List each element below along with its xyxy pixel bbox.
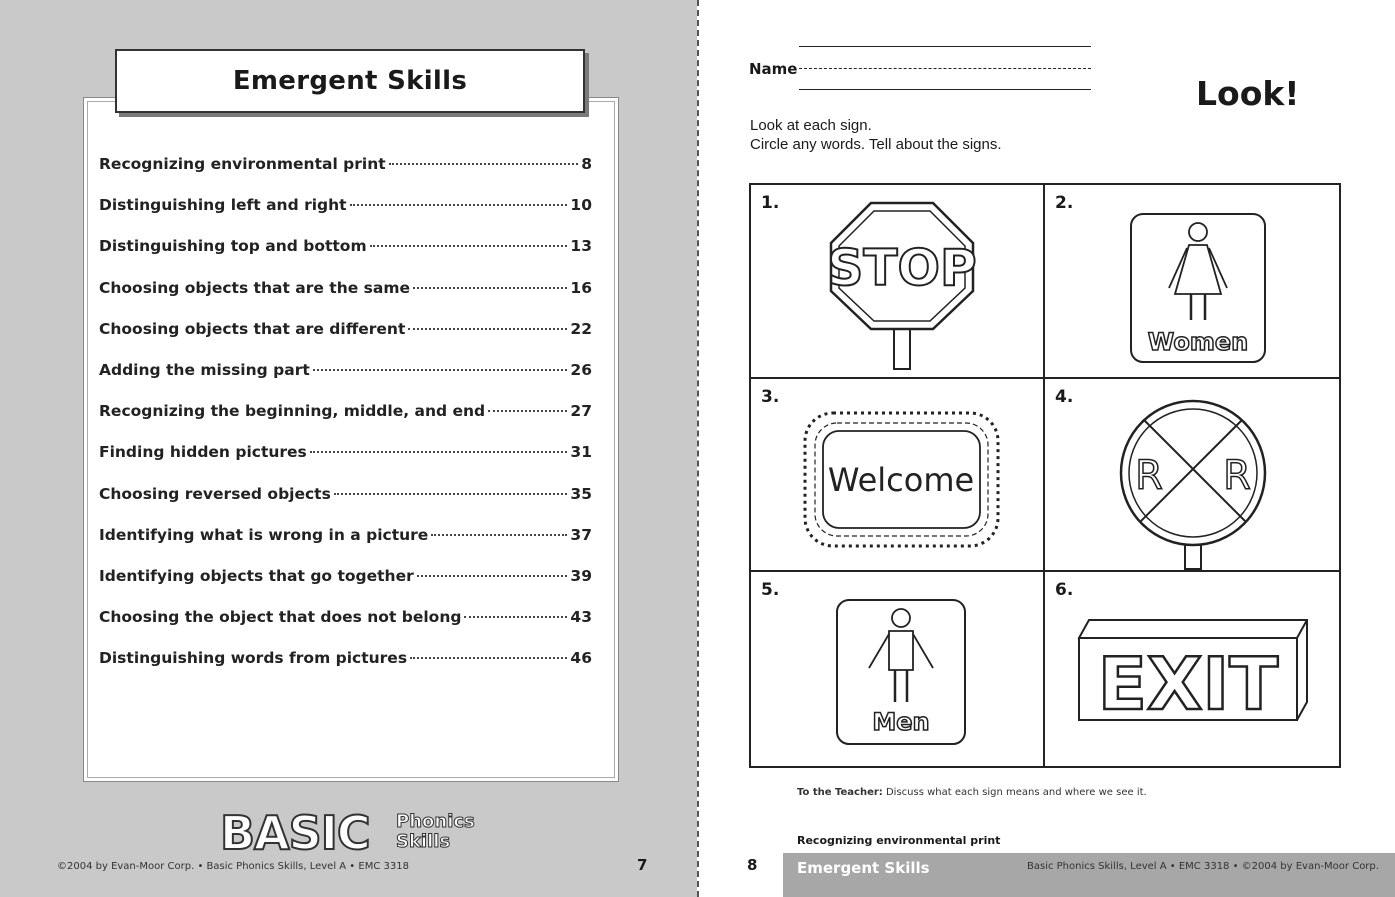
sign-number: 5. bbox=[761, 580, 780, 601]
toc-leader-dots bbox=[389, 163, 579, 165]
toc-leader-dots bbox=[334, 493, 568, 495]
toc-entry bbox=[99, 443, 592, 484]
teacher-note bbox=[797, 787, 1147, 798]
stop-sign-icon bbox=[827, 199, 977, 374]
toc-entry-page: 43 bbox=[570, 608, 592, 627]
basic-phonics-skills-logo bbox=[218, 805, 490, 853]
toc-entry-label: Identifying objects that go together bbox=[99, 566, 414, 585]
name-line-dashed bbox=[799, 68, 1091, 69]
toc-entry bbox=[99, 196, 592, 237]
toc-entry-page: 8 bbox=[581, 155, 592, 173]
skill-caption: Recognizing environmental print bbox=[797, 834, 1001, 847]
toc-entry-label: Choosing objects that are the same bbox=[99, 278, 410, 297]
exit-sign-icon bbox=[1075, 616, 1311, 726]
toc-entry bbox=[99, 361, 592, 402]
toc-entry-page: 37 bbox=[570, 525, 592, 544]
toc-entry-label: Identifying what is wrong in a picture bbox=[99, 525, 429, 544]
men-restroom-sign-icon bbox=[835, 598, 967, 746]
toc-entry bbox=[99, 237, 592, 278]
name-line-bottom bbox=[799, 89, 1091, 90]
toc-entry bbox=[99, 402, 592, 443]
railroad-r-left: R bbox=[1135, 452, 1163, 499]
sign-cell-welcome bbox=[751, 379, 1045, 573]
worksheet-title: Look! bbox=[1196, 74, 1300, 113]
section-label: Emergent Skills bbox=[797, 859, 930, 877]
toc-entry-page: 31 bbox=[570, 443, 592, 462]
toc-entry bbox=[99, 279, 592, 320]
teacher-note-text: Discuss what each sign means and where we see it. bbox=[885, 787, 1147, 798]
toc-entry-label: Recognizing the beginning, middle, and end bbox=[99, 402, 486, 421]
instructions bbox=[750, 116, 1002, 154]
instruction-line: Look at each sign. bbox=[750, 117, 872, 134]
right-footer-copyright: Basic Phonics Skills, Level A • EMC 3318 • ©2004 by Evan-Moor Corp. bbox=[1027, 861, 1379, 872]
railroad-r-right: R bbox=[1223, 452, 1251, 499]
logo-basic-word: BASIC bbox=[220, 806, 370, 853]
right-page-number: 8 bbox=[747, 856, 758, 874]
toc-entry-label: Distinguishing words from pictures bbox=[99, 649, 408, 668]
sign-number: 6. bbox=[1055, 580, 1074, 601]
toc-leader-dots bbox=[488, 410, 567, 412]
exit-sign-text: EXIT bbox=[1097, 642, 1279, 727]
toc-entry-label: Finding hidden pictures bbox=[99, 443, 307, 462]
toc-leader-dots bbox=[431, 534, 567, 536]
toc-entry-label: Choosing reversed objects bbox=[99, 484, 331, 503]
sign-cell-stop bbox=[751, 185, 1045, 379]
toc-entry-page: 35 bbox=[570, 484, 592, 503]
toc-entry-label: Distinguishing left and right bbox=[99, 196, 347, 215]
right-page bbox=[697, 0, 1395, 897]
welcome-sign-text: Welcome bbox=[827, 460, 975, 499]
toc-leader-dots bbox=[350, 204, 568, 206]
toc-entry bbox=[99, 608, 592, 649]
toc-entry-label: Choosing objects that are different bbox=[99, 319, 406, 338]
name-label: Name bbox=[749, 60, 798, 78]
toc-entry-page: 26 bbox=[570, 360, 592, 379]
left-page bbox=[0, 0, 697, 897]
toc-title: Emergent Skills bbox=[232, 66, 468, 96]
toc-entry-page: 27 bbox=[570, 402, 592, 421]
sign-number: 3. bbox=[761, 386, 780, 407]
toc-entry bbox=[99, 567, 592, 608]
toc-leader-dots bbox=[370, 245, 568, 247]
women-restroom-sign-icon bbox=[1129, 212, 1267, 364]
toc-leader-dots bbox=[408, 328, 567, 330]
left-footer-copyright: ©2004 by Evan-Moor Corp. • Basic Phonics Skills, Level A • EMC 3318 bbox=[57, 861, 409, 872]
teacher-note-label: To the Teacher: bbox=[797, 787, 883, 798]
toc-leader-dots bbox=[413, 287, 567, 289]
toc-entry bbox=[99, 155, 592, 196]
toc-leader-dots bbox=[410, 657, 567, 659]
toc-entry-label: Distinguishing top and bottom bbox=[99, 237, 367, 256]
toc-entry-label: Choosing the object that does not belong bbox=[99, 608, 462, 627]
welcome-mat-sign-icon bbox=[799, 407, 1004, 552]
toc-entry-page: 39 bbox=[570, 566, 592, 585]
women-sign-text: Women bbox=[1147, 328, 1249, 356]
logo-phonics-word: Phonics bbox=[396, 811, 475, 832]
sign-cell-railroad bbox=[1045, 379, 1339, 573]
toc-entry-label: Recognizing environmental print bbox=[99, 155, 386, 173]
toc-list bbox=[99, 155, 592, 690]
stop-sign-text: STOP bbox=[827, 239, 977, 297]
toc-leader-dots bbox=[464, 616, 567, 618]
toc-entry-page: 10 bbox=[570, 196, 592, 215]
railroad-crossing-sign-icon bbox=[1117, 397, 1271, 572]
instruction-line: Circle any words. Tell about the signs. bbox=[750, 136, 1002, 153]
logo-skills-word: Skills bbox=[396, 831, 451, 852]
left-page-number: 7 bbox=[637, 856, 648, 874]
toc-entry bbox=[99, 649, 592, 690]
signs-grid bbox=[749, 183, 1341, 768]
toc-entry-page: 22 bbox=[570, 319, 592, 338]
toc-entry bbox=[99, 320, 592, 361]
toc-leader-dots bbox=[313, 369, 568, 371]
toc-leader-dots bbox=[310, 451, 568, 453]
toc-entry bbox=[99, 526, 592, 567]
toc-entry-label: Adding the missing part bbox=[99, 360, 310, 379]
toc-title-box bbox=[115, 49, 585, 113]
sign-cell-exit bbox=[1045, 572, 1339, 766]
toc-entry-page: 46 bbox=[570, 649, 592, 668]
sign-number: 1. bbox=[761, 193, 780, 213]
toc-entry-page: 13 bbox=[570, 237, 592, 256]
toc-leader-dots bbox=[417, 575, 568, 577]
toc-entry-page: 16 bbox=[570, 278, 592, 297]
name-line-top bbox=[799, 46, 1091, 47]
sign-cell-men bbox=[751, 572, 1045, 766]
toc-entry bbox=[99, 485, 592, 526]
sign-number: 2. bbox=[1055, 193, 1074, 213]
sign-cell-women bbox=[1045, 185, 1339, 379]
men-sign-text: Men bbox=[872, 708, 930, 737]
sign-number: 4. bbox=[1055, 386, 1074, 407]
